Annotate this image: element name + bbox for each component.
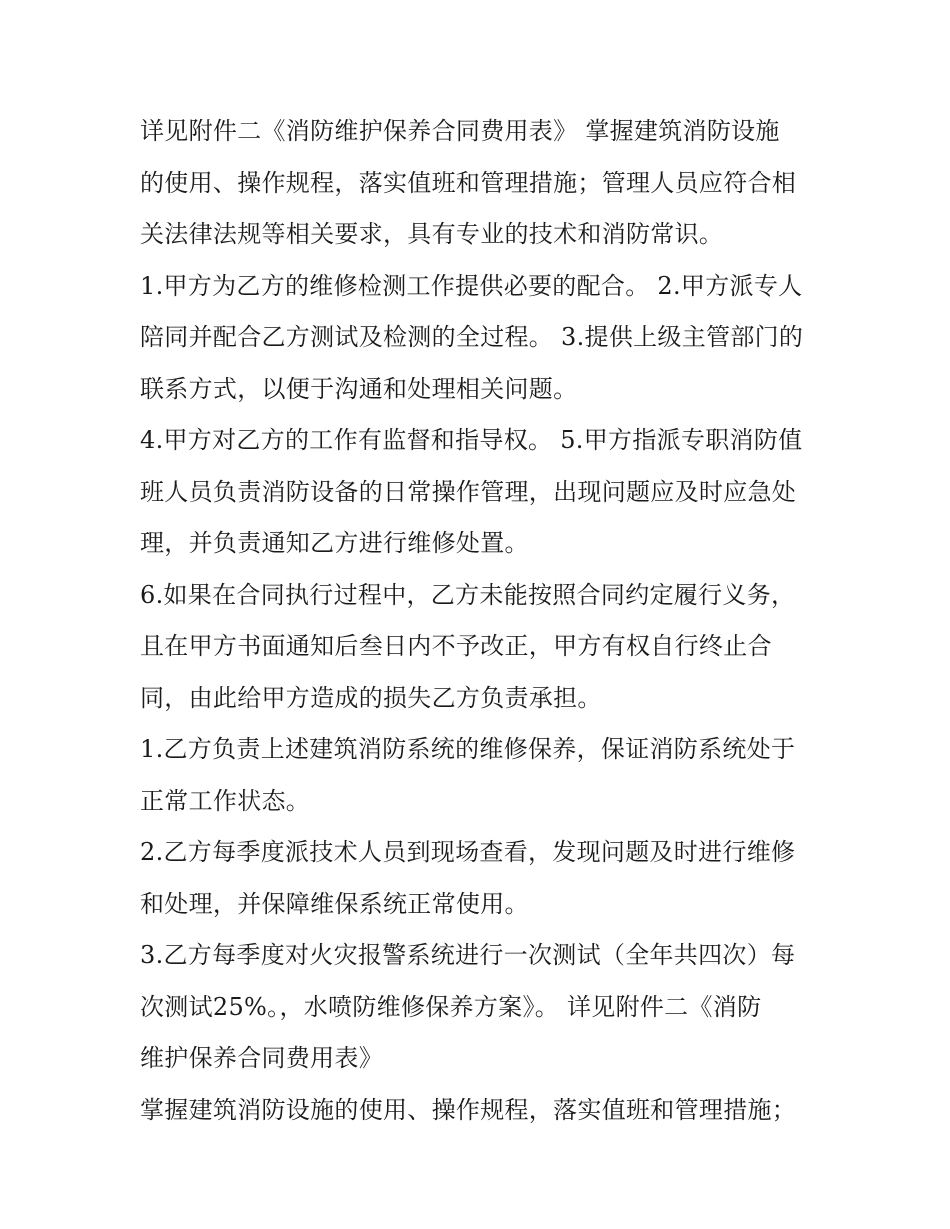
text-line: 详见附件二《消防维护保养合同费用表》 掌握建筑消防设施 <box>140 117 780 145</box>
text-line: 次测试25%。，水喷防维修保养方案》。 详见附件二《消防 <box>140 992 762 1021</box>
text-line: 同，由此给甲方造成的损失乙方负责承担。 <box>140 683 602 712</box>
text-line: 3.乙方每季度对火灾报警系统进行一次测试（全年共四次）每 <box>140 941 796 969</box>
text-line: 4.甲方对乙方的工作有监督和指导权。 5.甲方指派专职消防值 <box>140 426 803 454</box>
text-line: 陪同并配合乙方测试及检测的全过程。 3.提供上级主管部门的 <box>140 323 804 351</box>
text-line: 联系方式，以便于沟通和处理相关问题。 <box>140 374 578 403</box>
text-line: 6.如果在合同执行过程中，乙方未能按照合同约定履行义务， <box>140 580 796 609</box>
text-line: 1.乙方负责上述建筑消防系统的维修保养，保证消防系统处于 <box>140 735 796 763</box>
text-line: 班人员负责消防设备的日常操作管理，出现问题应及时应急处 <box>140 477 797 506</box>
text-line: 且在甲方书面通知后叁日内不予改正，甲方有权自行终止合 <box>140 632 772 660</box>
text-line: 维护保养合同费用表》 <box>140 1044 383 1072</box>
document-body <box>140 106 820 1136</box>
text-line: 关法律法规等相关要求，具有专业的技术和消防常识。 <box>140 220 724 248</box>
text-line: 掌握建筑消防设施的使用、操作规程，落实值班和管理措施； <box>140 1095 797 1124</box>
text-line: 正常工作状态。 <box>140 786 311 815</box>
text-line: 1.甲方为乙方的维修检测工作提供必要的配合。 2.甲方派专人 <box>140 271 803 300</box>
text-line: 理，并负责通知乙方进行维修处置。 <box>140 529 529 557</box>
text-line: 和处理，并保障维保系统正常使用。 <box>140 889 529 918</box>
text-line: 的使用、操作规程，落实值班和管理措施；管理人员应符合相 <box>140 168 797 197</box>
text-line: 2.乙方每季度派技术人员到现场查看，发现问题及时进行维修 <box>140 838 796 866</box>
